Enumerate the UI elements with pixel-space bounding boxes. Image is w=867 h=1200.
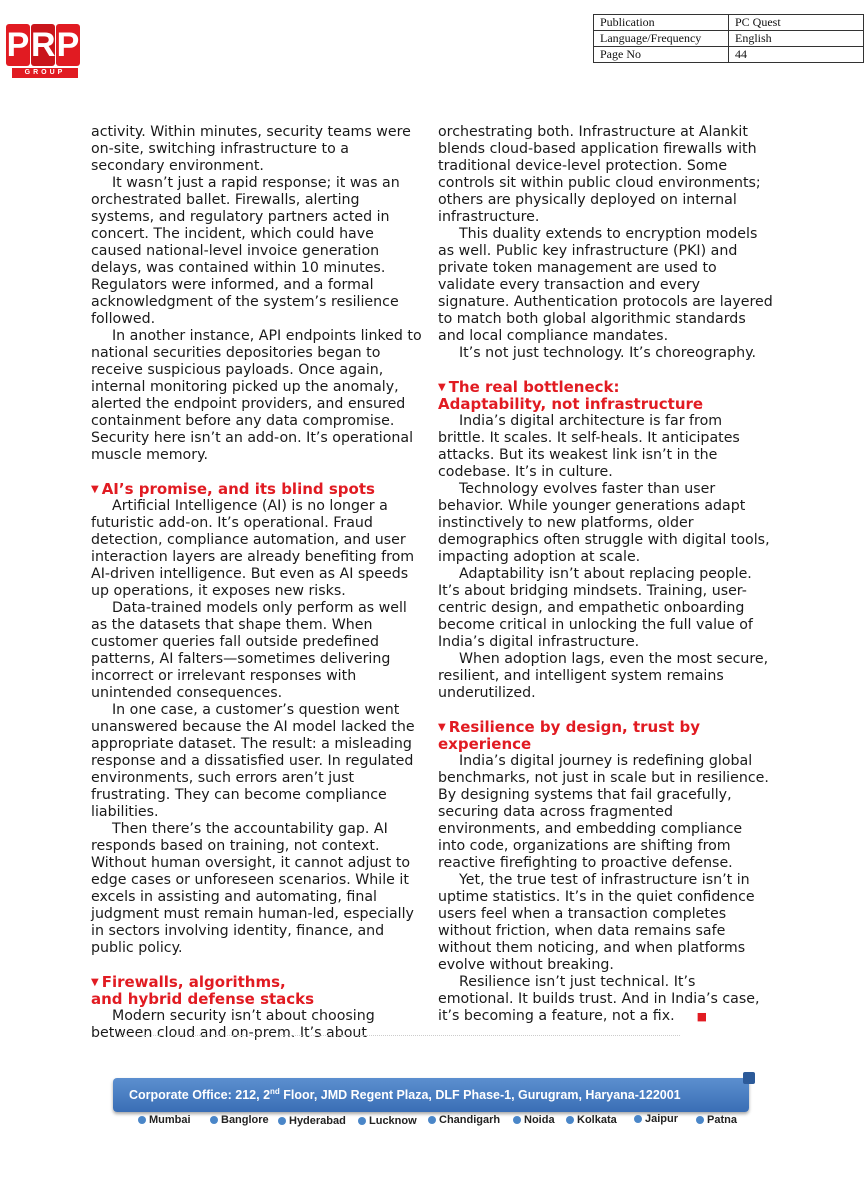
page-divider <box>120 1035 680 1036</box>
logo-letter-p1: P <box>6 26 30 64</box>
end-of-article-mark-icon: ■ <box>696 1010 708 1023</box>
city-hyderabad: Hyderabad <box>278 1115 346 1127</box>
article-left-column <box>91 124 426 1042</box>
bullet-dot-icon <box>278 1117 286 1125</box>
paragraph: Technology evolves faster than user behavior. While younger generations adapt instinctively to new platforms, older demographics often struggle with digital tools, impacting adoption at scale. <box>438 481 770 565</box>
prp-group-logo <box>6 24 84 80</box>
city-chandigarh: Chandigarh <box>428 1114 500 1126</box>
paragraph: Artificial Intelligence (AI) is no longer a futuristic add-on. It’s operational. Fraud detection, compliance automation, and user interaction layers are already benefiting from AI-driven intelligence. But even as AI speeds up operations, it exposes new risks. <box>91 498 415 599</box>
logo-letter-p2: P <box>56 26 80 64</box>
paragraph: activity. Within minutes, security teams were on-site, switching infrastructure to a secondary environment. <box>91 124 411 174</box>
city-noida: Noida <box>513 1114 555 1126</box>
paragraph: Adaptability isn’t about replacing people. It’s about bridging mindsets. Training, user-centric design, and empathetic onboarding become critical in unlocking the full value of India’s digital infrastructure. <box>438 566 753 650</box>
publication-value: PC Quest <box>729 15 864 31</box>
triangle-bullet-icon: ▼ <box>91 977 99 988</box>
corporate-office-banner <box>113 1078 749 1112</box>
paragraph: Resilience isn’t just technical. It’s emotional. It builds trust. And in India’s case, it’s becoming a feature, not a fix. ■ <box>438 974 760 1024</box>
city-kolkata: Kolkata <box>566 1114 617 1126</box>
city-jaipur: Jaipur <box>634 1113 678 1125</box>
triangle-bullet-icon: ▼ <box>438 382 446 393</box>
city-patna: Patna <box>696 1114 737 1126</box>
corporate-office-address: Corporate Office: 212, 2nd Floor, JMD Regent Plaza, DLF Phase-1, Gurugram, Haryana-122001 <box>129 1087 681 1103</box>
section-heading-firewalls: ▼ Firewalls, algorithms, and hybrid defense stacks <box>91 973 315 1008</box>
language-frequency-label: Language/Frequency <box>594 31 729 47</box>
paragraph: This duality extends to encryption models as well. Public key infrastructure (PKI) and private token management are used to validate every transaction and every signature. Authentication protocols are layered to match both global algorithmic standards and local compliance mandates. <box>438 226 773 344</box>
bullet-dot-icon <box>428 1116 436 1124</box>
paragraph: Data-trained models only perform as well as the datasets that shape them. When customer queries fall outside predefined patterns, AI falters—sometimes delivering incorrect or irrelevant responses with unintended consequences. <box>91 600 407 701</box>
bullet-dot-icon <box>696 1116 704 1124</box>
section-heading-real-bottleneck: ▼ The real bottleneck: Adaptability, not infrastructure <box>438 378 704 413</box>
table-row <box>594 47 864 63</box>
paragraph: In another instance, API endpoints linked to national securities depositories began to receive suspicious payloads. Once again, internal monitoring picked up the anomaly, alerted the endpoint providers, and ensured containment before any data compromise. Security here isn’t an add-on. It’s operational muscle memory. <box>91 328 422 463</box>
bullet-dot-icon <box>513 1116 521 1124</box>
bullet-dot-icon <box>138 1116 146 1124</box>
table-row <box>594 31 864 47</box>
logo-letter-r: R <box>31 26 56 64</box>
banner-fold-icon <box>743 1072 755 1084</box>
table-row <box>594 15 864 31</box>
triangle-bullet-icon: ▼ <box>91 484 99 495</box>
paragraph: India’s digital architecture is far from brittle. It scales. It self-heals. It anticipates attacks. But its weakest link isn’t in the codebase. It’s in culture. <box>438 413 740 480</box>
publication-label: Publication <box>594 15 729 31</box>
paragraph: Modern security isn’t about choosing between cloud and on-prem. It’s about <box>91 1008 375 1041</box>
section-heading-resilience: ▼ Resilience by design, trust by experience <box>438 718 701 753</box>
paragraph: It wasn’t just a rapid response; it was an orchestrated ballet. Firewalls, alerting systems, and regulatory partners acted in concert. The incident, which could have caused national-level invoice generation delays, was contained within 10 minutes. Regulators were informed, and a formal acknowledgment of the system’s resilience followed. <box>91 175 400 327</box>
paragraph: Yet, the true test of infrastructure isn’t in uptime statistics. It’s in the quiet confidence users feel when a transaction completes without friction, when data remains safe without them noticing, and when platforms evolve without breaking. <box>438 872 755 973</box>
bullet-dot-icon <box>358 1117 366 1125</box>
paragraph: Then there’s the accountability gap. AI responds based on training, not context. Without human oversight, it cannot adjust to edge cases or unforeseen scenarios. While it excels in assisting and automating, final judgment must remain human-led, especially in sectors involving identity, finance, and public policy. <box>91 821 414 956</box>
bullet-dot-icon <box>566 1116 574 1124</box>
publication-info-table <box>593 14 864 63</box>
city-lucknow: Lucknow <box>358 1115 417 1127</box>
city-banglore: Banglore <box>210 1114 269 1126</box>
paragraph: India’s digital journey is redefining global benchmarks, not just in scale but in resilience. By designing systems that fail gracefully, securing data across fragmented environments, and embedding compliance into code, organizations are shifting from reactive firefighting to proactive defense. <box>438 753 769 871</box>
city-mumbai: Mumbai <box>138 1114 191 1126</box>
section-heading-ai-promise: ▼ AI’s promise, and its blind spots <box>91 480 375 498</box>
paragraph: In one case, a customer’s question went unanswered because the AI model lacked the appropriate dataset. The result: a misleading response and a dissatisfied user. In regulated environments, such errors aren’t just frustrating. They can become compliance liabilities. <box>91 702 415 820</box>
paragraph: When adoption lags, even the most secure, resilient, and intelligent system remains underutilized. <box>438 651 769 701</box>
triangle-bullet-icon: ▼ <box>438 722 446 733</box>
bullet-dot-icon <box>210 1116 218 1124</box>
logo-letters <box>6 24 81 66</box>
article-right-column <box>438 124 773 1025</box>
paragraph: It’s not just technology. It’s choreography. <box>459 345 757 361</box>
page-no-label: Page No <box>594 47 729 63</box>
bullet-dot-icon <box>634 1115 642 1123</box>
paragraph: orchestrating both. Infrastructure at Alankit blends cloud-based application firewalls with traditional device-level protection. Some controls sit within public cloud environments; others are physically deployed on internal infrastructure. <box>438 124 761 225</box>
logo-group-label: GROUP <box>12 68 78 78</box>
page-no-value: 44 <box>729 47 864 63</box>
language-frequency-value: English <box>729 31 864 47</box>
